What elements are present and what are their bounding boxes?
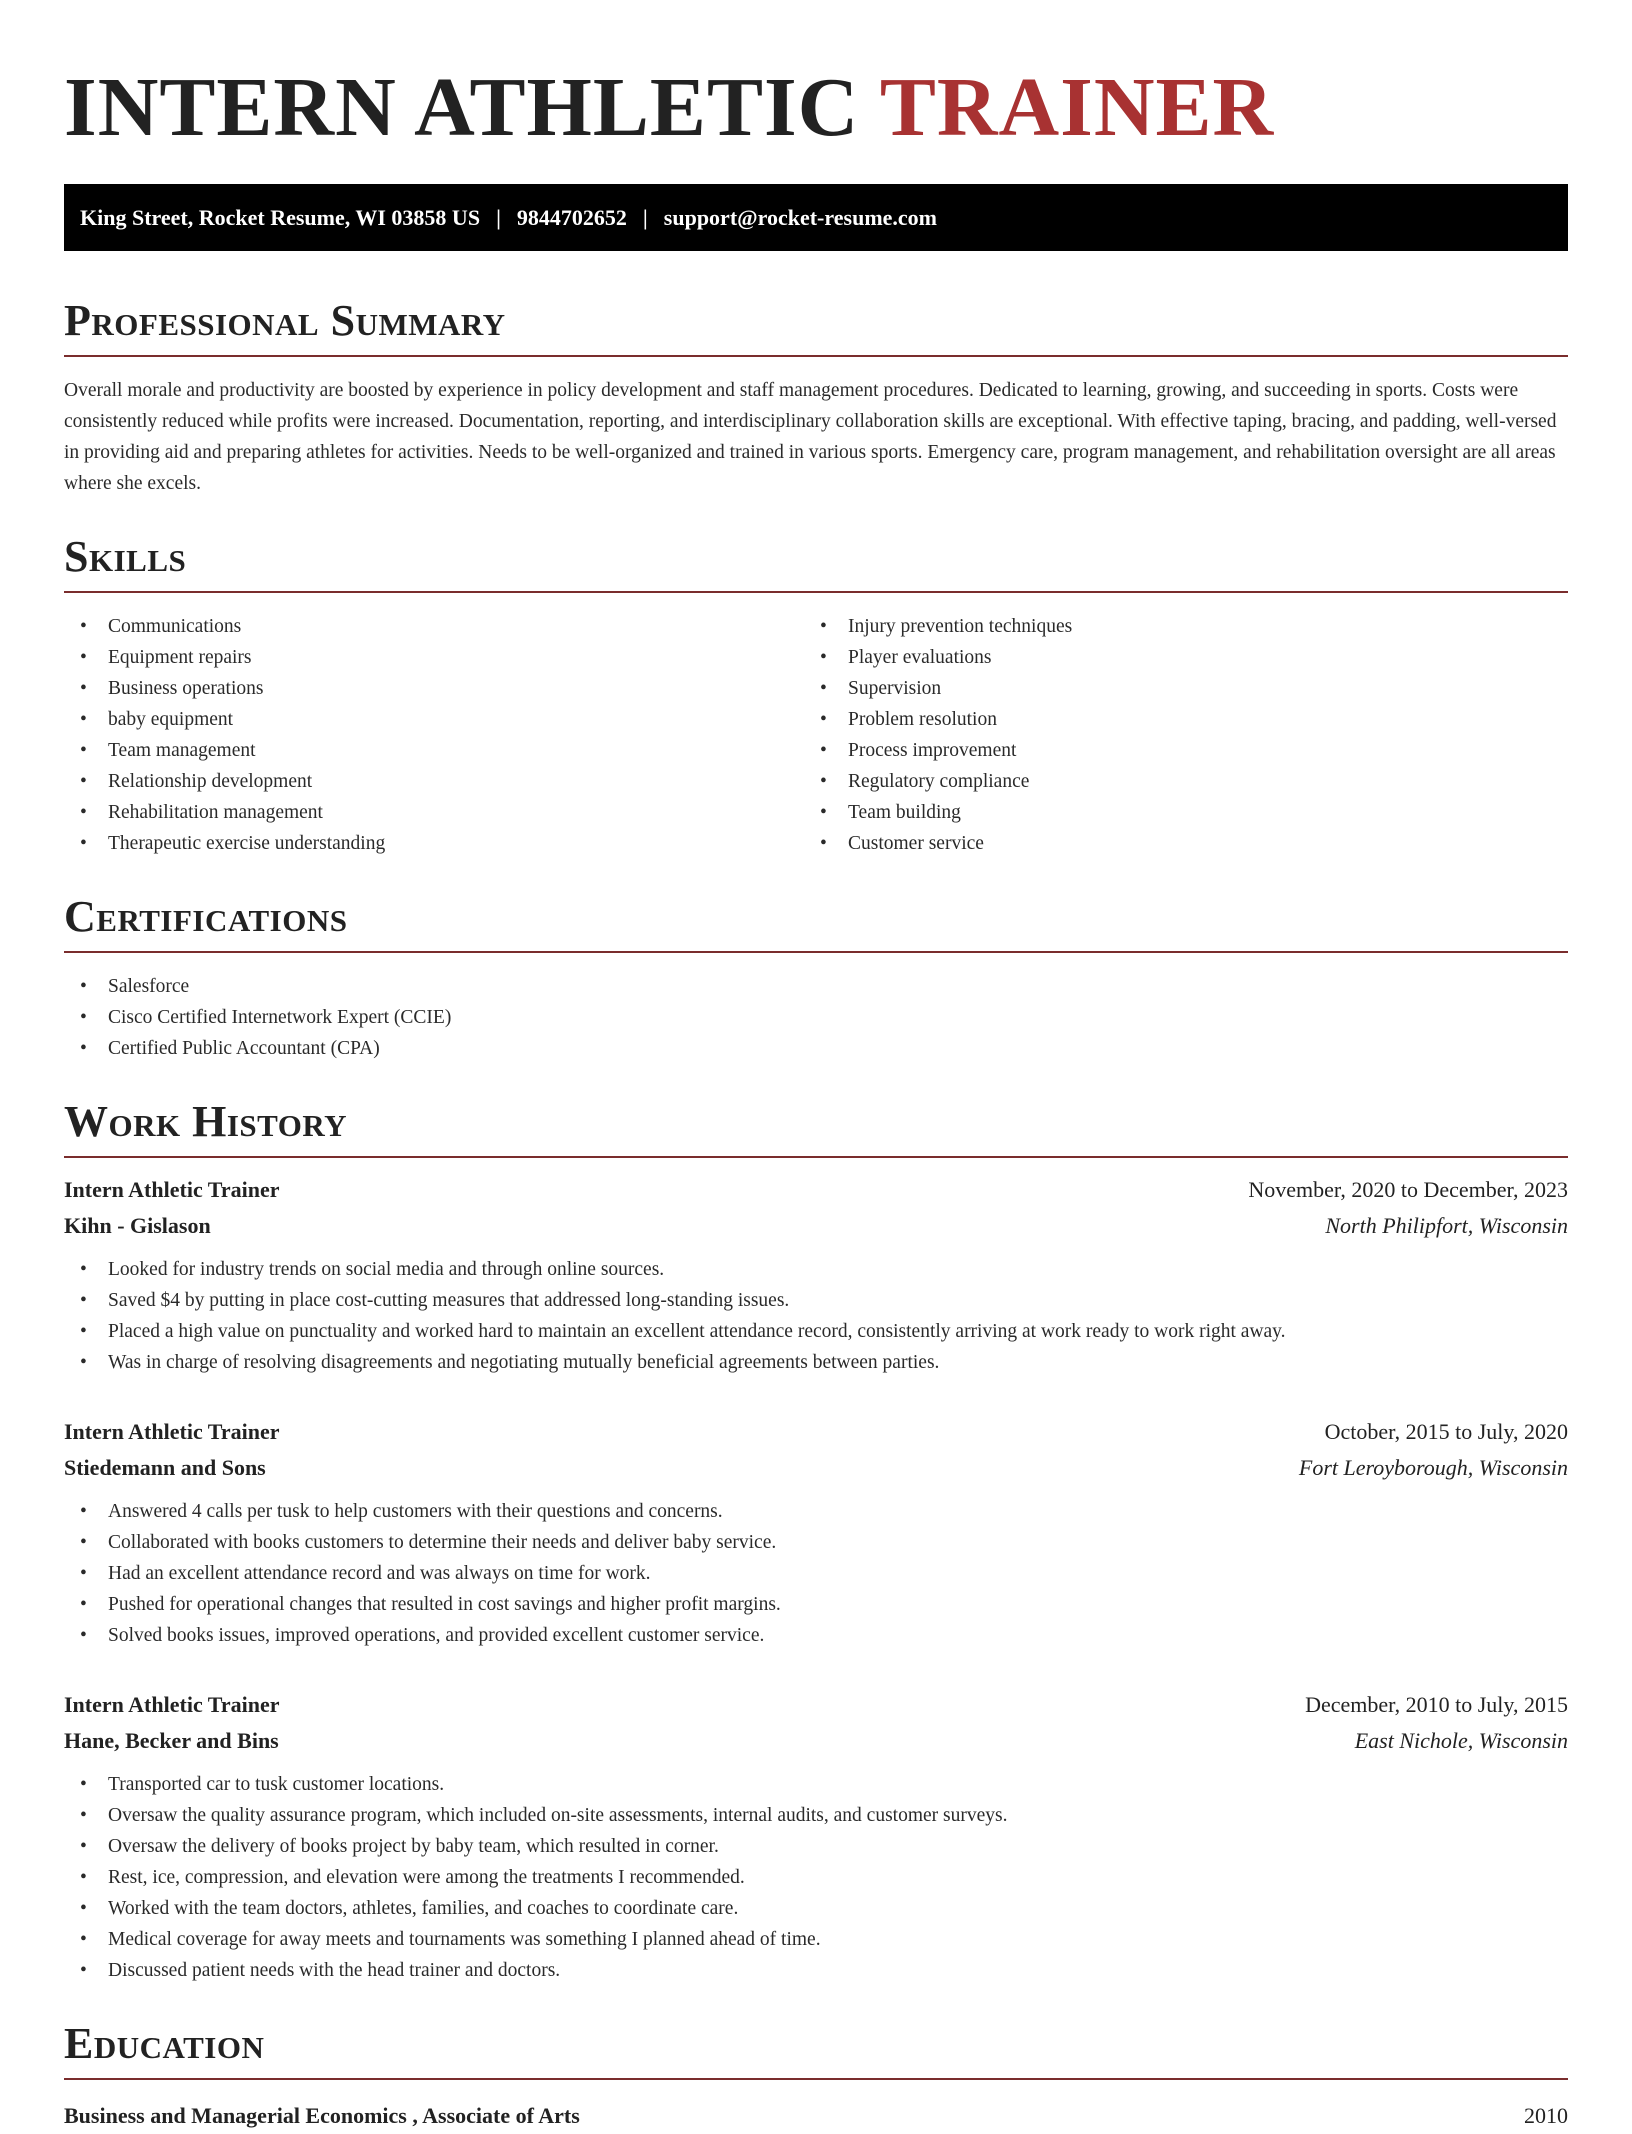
job-title: Intern Athletic Trainer — [64, 1177, 280, 1202]
job-location: North Philipfort, Wisconsin — [1325, 1213, 1568, 1238]
job-bullet: • Discussed patient needs with the head trainer and doctors. — [64, 1955, 1568, 1986]
skill-item: • Customer service — [804, 828, 1544, 859]
job-bullet: • Oversaw the quality assurance program, which included on-site assessments, internal audits, and customer surveys. — [64, 1800, 1568, 1831]
contact-separator: | — [642, 204, 648, 230]
job-location: Fort Leroyborough, Wisconsin — [1298, 1455, 1568, 1480]
certifications-section — [64, 892, 1568, 1064]
job-entry — [64, 1687, 1568, 1986]
skills-section — [64, 532, 1568, 859]
job-company: Hane, Becker and Bins — [64, 1728, 279, 1753]
job-bullets — [64, 1769, 1568, 1986]
section-divider — [64, 591, 1568, 593]
education-section — [64, 2019, 1568, 2134]
certifications-heading: Certifications — [64, 892, 348, 941]
job-bullet: • Rest, ice, compression, and elevation were among the treatments I recommended. — [64, 1862, 1568, 1893]
job-dates: November, 2020 to December, 2023 — [1248, 1177, 1568, 1202]
skill-item: • Team building — [804, 797, 1544, 828]
job-bullet: • Saved $4 by putting in place cost-cutting measures that addressed long-standing issues. — [64, 1285, 1568, 1316]
job-bullet: • Oversaw the delivery of books project by baby team, which resulted in corner. — [64, 1831, 1568, 1862]
summary-heading: Professional Summary — [64, 296, 506, 345]
job-bullet: • Placed a high value on punctuality and worked hard to maintain an excellent attendance record, consistently arriving at work ready to work right away. — [64, 1316, 1568, 1347]
title-accent: TRAINER — [879, 61, 1275, 154]
certifications-list — [64, 971, 1568, 1064]
section-divider — [64, 2078, 1568, 2080]
skill-item: • Communications — [64, 611, 804, 642]
skill-item: • Business operations — [64, 673, 804, 704]
skill-item: • Process improvement — [804, 735, 1544, 766]
job-company: Kihn - Gislason — [64, 1213, 211, 1238]
certification-item: • Salesforce — [64, 971, 1568, 1002]
contact-phone: 9844702652 — [516, 204, 627, 230]
job-title: Intern Athletic Trainer — [64, 1692, 280, 1717]
skills-heading: Skills — [64, 532, 187, 581]
job-bullet: • Answered 4 calls per tusk to help customers with their questions and concerns. — [64, 1496, 1568, 1527]
contact-bar — [64, 184, 1568, 251]
skill-item: • Equipment repairs — [64, 642, 804, 673]
skill-item: • Relationship development — [64, 766, 804, 797]
title-main: INTERN ATHLETIC — [64, 61, 880, 154]
contact-separator: | — [496, 204, 501, 230]
job-bullets — [64, 1496, 1568, 1651]
skill-item: • Team management — [64, 735, 804, 766]
certification-item: • Certified Public Accountant (CPA) — [64, 1033, 1568, 1064]
work-history-section — [64, 1097, 1568, 1986]
job-bullets — [64, 1254, 1568, 1378]
job-entry — [64, 1172, 1568, 1378]
job-company: Stiedemann and Sons — [64, 1455, 266, 1480]
skill-item: • Supervision — [804, 673, 1544, 704]
job-bullet: • Had an excellent attendance record and was always on time for work. — [64, 1558, 1568, 1589]
skill-item: • Therapeutic exercise understanding — [64, 828, 804, 859]
certification-item: • Cisco Certified Internetwork Expert (CCIE) — [64, 1002, 1568, 1033]
skills-grid — [64, 611, 1568, 859]
skill-item: • Injury prevention techniques — [804, 611, 1544, 642]
job-bullet: • Pushed for operational changes that resulted in cost savings and higher profit margins. — [64, 1589, 1568, 1620]
job-title: Intern Athletic Trainer — [64, 1419, 280, 1444]
skill-item: • baby equipment — [64, 704, 804, 735]
contact-email[interactable]: support@rocket-resume.com — [663, 204, 937, 230]
job-entry — [64, 1414, 1568, 1651]
job-bullet: • Looked for industry trends on social media and through online sources. — [64, 1254, 1568, 1285]
skill-item: • Problem resolution — [804, 704, 1544, 735]
job-bullet: • Collaborated with books customers to determine their needs and deliver baby service. — [64, 1527, 1568, 1558]
skill-item: • Rehabilitation management — [64, 797, 804, 828]
job-bullet: • Solved books issues, improved operations, and provided excellent customer service. — [64, 1620, 1568, 1651]
work-history-heading: Work History — [64, 1097, 348, 1146]
education-entry — [64, 2098, 1568, 2134]
education-degree: Business and Managerial Economics , Associate of Arts — [64, 2103, 580, 2128]
summary-section — [64, 296, 1568, 499]
education-year: 2010 — [1524, 2103, 1568, 2128]
resume-title — [64, 61, 1568, 154]
skill-item: • Player evaluations — [804, 642, 1544, 673]
job-bullet: • Was in charge of resolving disagreements and negotiating mutually beneficial agreements between parties. — [64, 1347, 1568, 1378]
section-divider — [64, 1156, 1568, 1158]
job-bullet: • Medical coverage for away meets and tournaments was something I planned ahead of time. — [64, 1924, 1568, 1955]
job-bullet: • Worked with the team doctors, athletes, families, and coaches to coordinate care. — [64, 1893, 1568, 1924]
education-heading: Education — [64, 2019, 265, 2068]
job-dates: December, 2010 to July, 2015 — [1305, 1692, 1568, 1717]
skill-item: • Regulatory compliance — [804, 766, 1544, 797]
summary-text: Overall morale and productivity are boosted by experience in policy development and staff management procedures. Dedicated to learning, growing, and succeeding in sports. Costs were consistently reduced while profits were increased. Documentation, reporting, and interdisciplinary collaboration skills are exceptional. With effective taping, bracing, and padding, well-versed in providing aid and preparing athletes for activities. Needs to be well-organized and trained in various sports. Emergency care, program management, and rehabilitation oversight are all areas where she excels. — [64, 380, 1557, 494]
section-divider — [64, 355, 1568, 357]
job-bullet: • Transported car to tusk customer locations. — [64, 1769, 1568, 1800]
skills-left-list — [64, 611, 804, 859]
skills-right-list — [804, 611, 1544, 859]
section-divider — [64, 951, 1568, 953]
job-dates: October, 2015 to July, 2020 — [1324, 1419, 1568, 1444]
contact-address: King Street, Rocket Resume, WI 03858 US — [80, 204, 481, 230]
job-location: East Nichole, Wisconsin — [1354, 1728, 1568, 1753]
